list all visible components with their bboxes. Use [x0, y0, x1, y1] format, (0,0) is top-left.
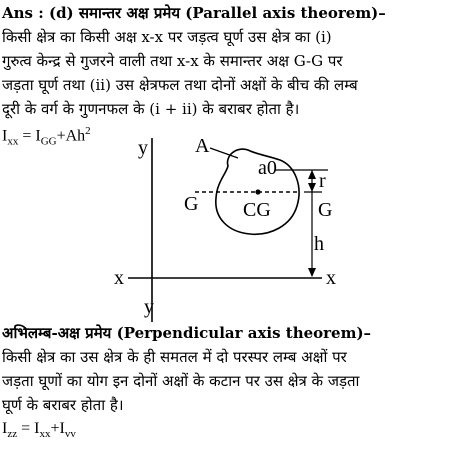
h-arrow-down: [308, 268, 316, 277]
section2-heading: [2, 322, 452, 344]
h-arrow-up: [308, 170, 316, 179]
y-top-label: y: [138, 137, 148, 159]
x-right-label: x: [326, 267, 336, 289]
g-left-label: G: [184, 193, 199, 215]
perpendicular-axis-formula: $I_{zz} = I_{xx}+I_{vv}$: [2, 420, 76, 441]
section1-paragraph-line-2: गुरुत्व केन्द्र से गुजरने वाली तथा x-x के समान्तर अक्ष G-G पर: [2, 52, 343, 70]
area-pointer: [210, 148, 238, 158]
y-bottom-label: y: [144, 296, 154, 318]
point-label: a0: [258, 157, 277, 179]
r-label: r: [319, 170, 326, 192]
section1-paragraph-line-1: किसी क्षेत्र का किसी अक्ष x-x पर जड़त्व घूर्ण उस क्षेत्र का (i): [2, 28, 332, 46]
section1-heading: [2, 2, 452, 24]
centroid-label: CG: [243, 199, 271, 221]
parallel-axis-diagram: [100, 130, 370, 322]
section1-paragraph-line-4: दूरी के वर्ग के गुणनफल के (i + ii) के बराबर होता है।: [2, 100, 300, 118]
section2-paragraph-line-2: जड़ता घूणों का योग इन दोनों अक्षों के कटान पर उस क्षेत्र के जड़ता: [2, 372, 360, 390]
h-label: h: [314, 233, 324, 255]
section2-heading-prefix: अभिलम्ब-अक्ष प्रमेय: [2, 324, 112, 342]
centroid-dot: [255, 189, 260, 194]
section1-paragraph-line-3: जड़ता घूर्ण तथा (ii) उस क्षेत्रफल तथा दोनों अक्षों के बीच की लम्ब: [2, 76, 358, 94]
section2-heading-english: (Perpendicular axis theorem)–: [116, 324, 372, 342]
section1-heading-prefix: Ans : (d) समान्तर अक्ष प्रमेय: [2, 4, 181, 22]
section1-heading-english: (Parallel axis theorem)–: [185, 4, 386, 22]
r-arrow-down: [308, 183, 316, 192]
parallel-axis-formula: $I_{xx} = I_{GG}+Ah^2$: [2, 125, 91, 148]
area-label: A: [195, 135, 210, 157]
section2-paragraph-line-3: घूर्ण के बराबर होता है।: [2, 396, 124, 414]
section2-paragraph-line-1: किसी क्षेत्र का उस क्षेत्र के ही समतल में दो परस्पर लम्ब अक्षों पर: [2, 348, 347, 366]
x-left-label: x: [114, 267, 124, 289]
g-right-label: G: [318, 199, 333, 221]
